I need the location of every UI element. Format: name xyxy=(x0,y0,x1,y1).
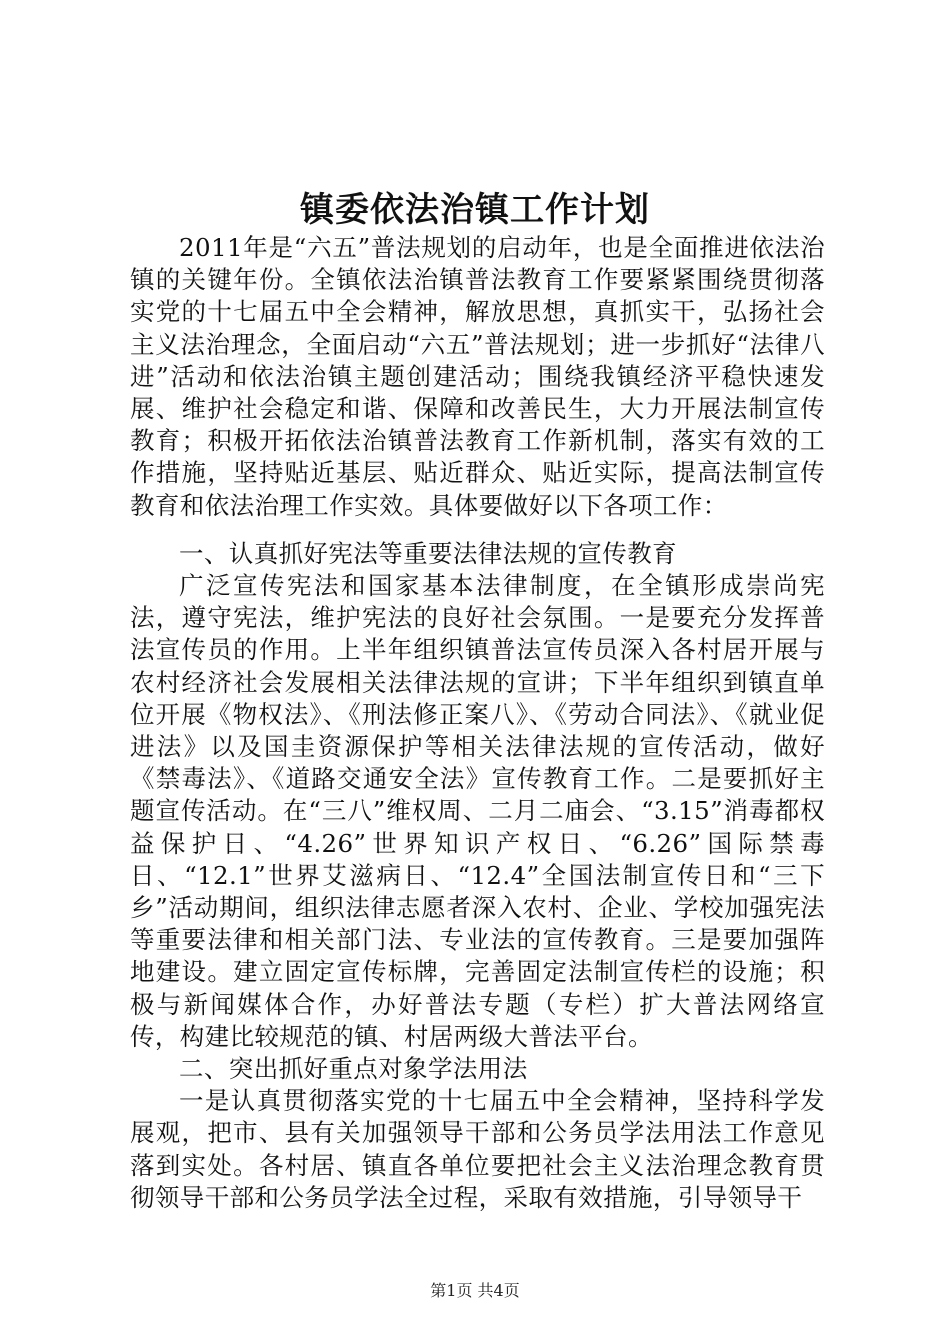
section-heading-1: 一、认真抓好宪法等重要法律法规的宣传教育 xyxy=(179,538,677,568)
document-body xyxy=(130,232,825,1214)
section-1-paragraph: 广泛宣传宪法和国家基本法律制度，在全镇形成崇尚宪法，遵守宪法，维护宪法的良好社会氛围。一是要充分发挥普法宣传员的作用。上半年组织镇普法宣传员深入各村居开展与农村经济社会发展相关法律法规的宣讲；下半年组织到镇直单位开展《物权法》、《刑法修正案八》、《劳动合同法》、《就业促进法》以及国圭资源保护等相关法律法规的宣传活动，做好《禁毒法》、《道路交通安全法》宣传教育工作。二是要抓好主题宣传活动。在“三八”维权周、二月二庙会、“3.15”消毒都权益保护日、“4.26”世界知识产权日、“6.26”国际禁毒日、“12.1”世界艾滋病日、“12.4”全国法制宣传日和“三下乡”活动期间，组织法律志愿者深入农村、企业、学校加强宪法等重要法律和相关部门法、专业法的宣传教育。三是要加强阵地建设。建立固定宣传标牌，完善固定法制宣传栏的设施；积极与新闻媒体合作，办好普法专题（专栏）扩大普法网络宣传，构建比较规范的镇、村居两级大普法平台。 xyxy=(130,571,825,1051)
page-number-footer: 第1页 共4页 xyxy=(430,1281,520,1300)
document-title: 镇委依法治镇工作计划 xyxy=(300,190,650,230)
section-2-paragraph: 一是认真贯彻落实党的十七届五中全会精神，坚持科学发展观，把市、县有关加强领导干部和公务员学法用法工作意见落到实处。各村居、镇直各单位要把社会主义法治理念教育贯彻领导干部和公务员学法全过程，采取有效措施，引导领导干 xyxy=(130,1086,825,1212)
section-heading-2: 二、突出抓好重点对象学法用法 xyxy=(179,1054,528,1084)
intro-paragraph: 2011年是“六五”普法规划的启动年，也是全面推进依法治镇的关键年份。全镇依法治镇普法教育工作要紧紧围绕贯彻落实党的十七届五中全会精神，解放思想，真抓实干，弘扬社会主义法治理念，全面启动“六五”普法规划；进一步抓好“法律八进”活动和依法治镇主题创建活动；围绕我镇经济平稳快速发展、维护社会稳定和谐、保障和改善民生，大力开展法制宣传教育；积极开拓依法治镇普法教育工作新机制，落实有效的工作措施，坚持贴近基层、贴近群众、贴近实际，提高法制宣传教育和依法治理工作实效。具体要做好以下各项工作： xyxy=(130,233,825,520)
